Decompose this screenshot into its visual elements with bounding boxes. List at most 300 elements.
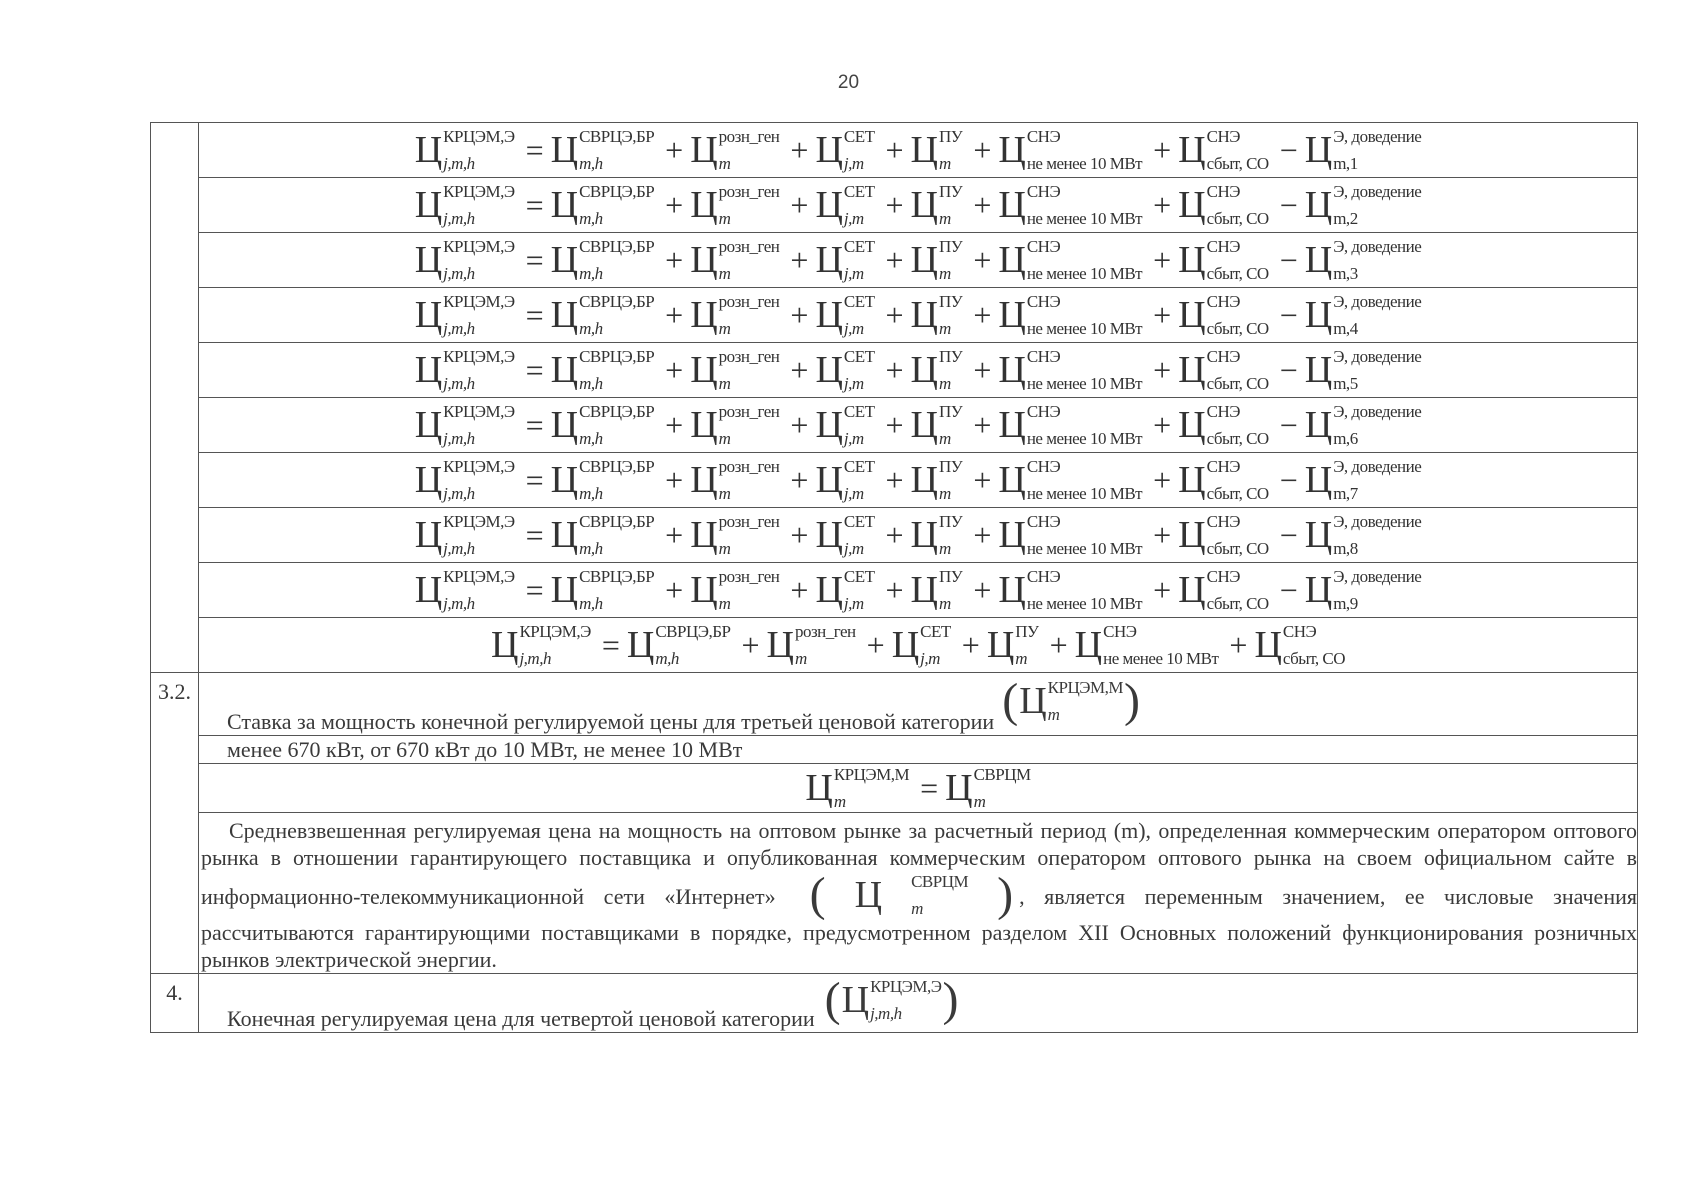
formula-row [199,508,1638,563]
index-stack [443,568,514,612]
price-symbol: Ц [815,349,843,391]
index-stack [1027,458,1142,502]
plus-sign: + [885,516,904,553]
price-term [911,513,963,557]
price-term [815,238,874,282]
price-symbol: Ц [998,404,1026,446]
index-stack [1333,458,1421,502]
index-stack [844,403,875,447]
price-symbol: Ц [690,184,718,226]
price-symbol: Ц [690,129,718,171]
superscript: СНЭ [1206,347,1240,366]
price-symbol: Ц [1304,349,1333,391]
price-symbol: Ц [1178,184,1206,226]
superscript: ПУ [939,127,963,146]
subscript: m [939,539,951,558]
superscript: КРЦЭМ,Э [443,567,515,586]
formula-row [199,233,1638,288]
subscript: не менее 10 МВт [1026,209,1143,228]
section-label [199,974,1638,1033]
superscript: СНЭ [1206,402,1240,421]
price-symbol: Ц [998,459,1026,501]
formula-block-row [151,178,1638,233]
subscript: m [939,319,951,338]
index-stack [1027,293,1142,337]
price-term [1178,403,1269,447]
index-stack [1027,513,1142,557]
index-stack [939,238,962,282]
superscript: СНЭ [1026,567,1061,586]
superscript: КРЦЭМ,М [833,765,910,784]
superscript: СНЭ [1026,347,1061,366]
price-symbol: Ц [815,294,843,336]
subscript: m [1047,705,1060,724]
index-stack [1103,623,1218,667]
section-label-text: Ставка за мощность конечной регулируемой цены для третьей ценовой категории [227,709,995,734]
section-label-line [227,674,1637,735]
subscript: m,h [579,154,603,173]
plus-sign: + [1153,461,1172,498]
price-term [998,403,1142,447]
index-stack [1333,403,1421,447]
subscript: сбыт, СО [1206,374,1269,393]
superscript: КРЦЭМ,Э [443,402,515,421]
subscript-index: 7 [1349,484,1358,503]
superscript: розн_ген [718,402,780,421]
subscript: j,m,h [443,209,475,228]
superscript: розн_ген [718,182,780,201]
price-term [998,568,1142,612]
index-stack [579,403,654,447]
index-stack [579,458,654,502]
index-stack [870,978,941,1022]
index-stack [1207,403,1269,447]
price-symbol: Ц [1304,184,1333,226]
price-symbol: Ц [1178,569,1206,611]
index-stack [1333,293,1421,337]
price-term [1305,183,1422,227]
price-symbol: Ц [550,129,579,171]
plus-sign: + [665,351,684,388]
superscript: СНЭ [1026,457,1061,476]
plus-sign: + [973,186,992,223]
plus-sign: + [885,351,904,388]
subscript [1333,540,1421,557]
left-paren: ( [824,973,841,1026]
plus-sign: + [961,626,980,663]
price-symbol: Ц [626,624,655,666]
price-term [911,403,963,447]
subscript: j,m,h [519,649,551,668]
plus-sign: + [1153,516,1172,553]
plus-sign: + [1153,186,1172,223]
minus-sign: − [1279,406,1298,443]
subscript: m,h [579,319,603,338]
price-formula [414,513,1423,557]
subscript: m [939,484,951,503]
superscript: ПУ [1015,622,1039,641]
subscript: j,m [843,319,864,338]
index-stack [443,348,514,392]
price-symbol: Ц [815,514,843,556]
superscript: КРЦЭМ,Э [443,347,515,366]
price-symbol: Ц [998,569,1026,611]
price-term [1178,293,1269,337]
subscript: не менее 10 МВт [1026,594,1143,613]
price-symbol: Ц [690,404,718,446]
price-term [1305,403,1422,447]
price-symbol: Ц [910,294,938,336]
price-symbol: Ц [550,349,579,391]
index-stack [443,293,514,337]
subscript: j,m,h [443,594,475,613]
superscript: розн_ген [794,622,856,641]
subscript: сбыт, СО [1206,264,1269,283]
equals-sign: = [525,461,544,498]
subscript-index: 1 [1349,154,1358,173]
price-term [767,623,856,667]
subscript: m [718,594,731,613]
section-number: 3.2. [151,673,199,974]
price-symbol: Ц [414,404,443,446]
index-stack [719,568,780,612]
price-term [911,568,963,612]
price-symbol: Ц [690,239,718,281]
plus-sign: + [665,186,684,223]
price-term [998,183,1142,227]
price-term [815,458,874,502]
price-term [415,513,515,557]
price-term [1178,513,1269,557]
superscript: СВРЦЭ,БР [579,457,655,476]
index-stack [939,128,962,172]
plus-sign: + [885,131,904,168]
equals-sign: = [525,186,544,223]
superscript: КРЦЭМ,Э [443,292,515,311]
index-stack [844,513,875,557]
plus-sign: + [973,351,992,388]
price-term [911,293,963,337]
superscript: СНЭ [1026,182,1061,201]
index-stack [519,623,590,667]
subscript [1333,210,1421,227]
price-term [690,238,779,282]
plus-sign: + [790,406,809,443]
price-symbol: Ц [690,294,718,336]
subscript: j,m,h [443,484,475,503]
superscript: КРЦЭМ,Э [443,457,515,476]
plus-sign: + [866,626,885,663]
price-term [815,183,874,227]
price-symbol: Ц [910,184,938,226]
superscript: ПУ [939,457,963,476]
equals-sign: = [525,296,544,333]
price-term [815,568,874,612]
index-stack [883,873,968,917]
price-symbol: Ц [550,294,579,336]
index-stack [1027,238,1142,282]
price-term [892,623,951,667]
superscript: СНЭ [1026,402,1061,421]
price-term [998,128,1142,172]
superscript: КРЦЭМ,Э [443,182,515,201]
index-stack [719,238,780,282]
subscript: m [911,899,923,918]
subscript-index: 6 [1349,429,1358,448]
subscript: j,m [843,154,864,173]
plus-sign: + [665,571,684,608]
price-term [1178,183,1269,227]
price-symbol: Ц [815,184,843,226]
price-term [1178,348,1269,392]
price-term [690,568,779,612]
section-4-row [151,974,1638,1033]
price-symbol: Ц [1304,459,1333,501]
price-symbol: Ц [1304,239,1333,281]
superscript: СВРЦЭ,БР [579,347,655,366]
subscript: не менее 10 МВт [1026,429,1143,448]
superscript: СЕТ [843,347,875,366]
price-symbol: Ц [690,569,718,611]
superscript: ПУ [939,512,963,531]
plus-sign: + [790,461,809,498]
price-term [415,568,515,612]
subscript: не менее 10 МВт [1103,649,1219,668]
superscript: Э, доведение [1333,182,1422,201]
index-stack [719,293,780,337]
subscript: j,m,h [443,374,475,393]
price-term [998,348,1142,392]
superscript: СВРЦЭ,БР [579,292,655,311]
superscript: ПУ [939,347,963,366]
subscript: m [794,649,807,668]
subscript-prefix: m, [1333,594,1350,613]
index-stack [920,623,951,667]
superscript: СНЭ [1026,512,1061,531]
formula-block-row [151,563,1638,618]
section-3-2-header-row [151,673,1638,736]
price-symbol: Ц [550,569,579,611]
price-symbol: Ц [414,294,443,336]
capacity-formula-row [151,764,1638,813]
subscript [1333,155,1421,172]
price-term [1254,623,1345,667]
price-term [911,458,963,502]
price-symbol: Ц [805,767,833,809]
plus-sign: + [1153,296,1172,333]
price-symbol: Ц [766,624,794,666]
price-symbol: Ц [998,129,1026,171]
superscript: СНЭ [1282,622,1317,641]
index-stack [1333,238,1421,282]
minus-sign: − [1279,351,1298,388]
price-term [1178,128,1269,172]
price-symbol: Ц [690,349,718,391]
subscript-index: 3 [1349,264,1358,283]
formula-block-row [151,508,1638,563]
index-stack [939,293,962,337]
description-row [151,813,1638,974]
index-stack [443,513,514,557]
superscript: СВРЦЭ,БР [579,512,655,531]
subscript: m,h [579,264,603,283]
subscript: m [939,594,951,613]
subscript: j,m,h [443,539,475,558]
equals-sign: = [525,516,544,553]
price-symbol: Ц [910,569,938,611]
subscript: j,m [920,649,940,668]
price-symbol: Ц [815,459,843,501]
minus-sign: − [1279,461,1298,498]
plus-sign: + [885,571,904,608]
subscript-prefix: m, [1333,319,1350,338]
subscript: сбыт, СО [1206,594,1269,613]
index-stack [579,293,654,337]
index-stack [1333,348,1421,392]
plus-sign: + [1229,626,1248,663]
price-symbol: Ц [414,239,443,281]
description-text-part1: Средневзвешенная регулируемая цена на мощность на оптовом рынке за расчетный период (m), определенная коммерческим оператором оптового рынка в отношении гарантирующего поставщика и опубликованная коммерческим оператором оптового рынка на своем официальном сайте в информационно-телекоммуникационной сети «Интернет» [201,818,1637,909]
section-label-text: Конечная регулируемая цена для четвертой ценовой категории [227,1006,815,1031]
equals-sign: = [525,406,544,443]
superscript: СВРЦЭ,БР [579,402,655,421]
price-term [911,348,963,392]
price-term [415,293,515,337]
subscript: m [1015,649,1028,668]
price-term [690,293,779,337]
formula-block-row [151,343,1638,398]
subscript: m,h [579,429,603,448]
index-stack [844,293,875,337]
equals-sign: = [525,351,544,388]
price-formula [414,458,1423,502]
price-term [1305,128,1422,172]
price-term [551,238,655,282]
price-symbol: Ц [491,624,519,666]
price-formula [490,623,1346,667]
subscript: m [718,484,731,503]
superscript: СНЭ [1206,182,1240,201]
index-stack [844,568,875,612]
index-stack [1333,568,1421,612]
equals-sign: = [525,241,544,278]
index-stack [579,513,654,557]
superscript: СНЭ [1026,127,1061,146]
plus-sign: + [665,461,684,498]
index-stack [1207,348,1269,392]
subscript [1333,265,1421,282]
index-stack [844,183,875,227]
price-term [415,238,515,282]
price-symbol: Ц [910,404,938,446]
price-term [690,183,779,227]
price-symbol: Ц [414,459,443,501]
formula-row [199,123,1638,178]
plus-sign: + [1153,131,1172,168]
formula-block-row [151,618,1638,673]
subscript: m [718,429,731,448]
price-symbol: Ц [1178,239,1206,281]
subscript: j,m,h [870,1004,902,1023]
plus-sign: + [665,241,684,278]
price-formula [414,348,1423,392]
price-term [1305,238,1422,282]
price-symbol: Ц [414,569,443,611]
section-label-formula [1002,674,1140,727]
price-symbol: Ц [690,514,718,556]
superscript: СНЭ [1206,292,1240,311]
price-term [1305,293,1422,337]
subscript: j,m [843,374,864,393]
subscript-index: 5 [1349,374,1358,393]
price-term [815,513,874,557]
plus-sign: + [973,516,992,553]
plus-sign: + [665,516,684,553]
subscript: j,m,h [443,319,475,338]
price-term [551,403,655,447]
superscript: СНЭ [1206,237,1240,256]
price-term [690,348,779,392]
index-stack [844,128,875,172]
index-stack [443,238,514,282]
price-term [1178,238,1269,282]
price-term [551,568,655,612]
index-stack [1333,513,1421,557]
price-symbol: Ц [1178,404,1206,446]
price-symbol: Ц [690,459,718,501]
price-symbol: Ц [945,767,973,809]
subscript: m [939,374,951,393]
equals-sign: = [525,571,544,608]
capacity-formula-cell [199,764,1638,813]
superscript: СЕТ [843,567,875,586]
plus-sign: + [973,406,992,443]
subscript: m [973,792,986,811]
index-stack [443,128,514,172]
plus-sign: + [885,406,904,443]
price-symbol: Ц [998,294,1026,336]
superscript: КРЦЭМ,Э [870,977,942,996]
index-stack [1027,403,1142,447]
index-stack [844,458,875,502]
superscript: Э, доведение [1333,457,1422,476]
price-term [690,458,779,502]
price-term [815,128,874,172]
price-term [1305,568,1422,612]
subscript: не менее 10 МВт [1026,264,1143,283]
superscript: розн_ген [718,567,780,586]
subscript: сбыт, СО [1206,319,1269,338]
price-symbol: Ц [1304,404,1333,446]
price-symbol: Ц [998,349,1026,391]
index-stack [719,458,780,502]
price-term [945,766,1030,810]
index-stack [579,568,654,612]
index-stack [719,403,780,447]
plus-sign: + [973,131,992,168]
price-symbol: Ц [1254,624,1282,666]
price-symbol: Ц [550,184,579,226]
index-stack [1027,568,1142,612]
index-stack [1207,183,1269,227]
price-term [1178,458,1269,502]
plus-sign: + [665,131,684,168]
subscript [1333,320,1421,337]
section-label [199,673,1638,736]
index-stack [1015,623,1038,667]
formula-block-row [151,453,1638,508]
price-symbol: Ц [998,239,1026,281]
